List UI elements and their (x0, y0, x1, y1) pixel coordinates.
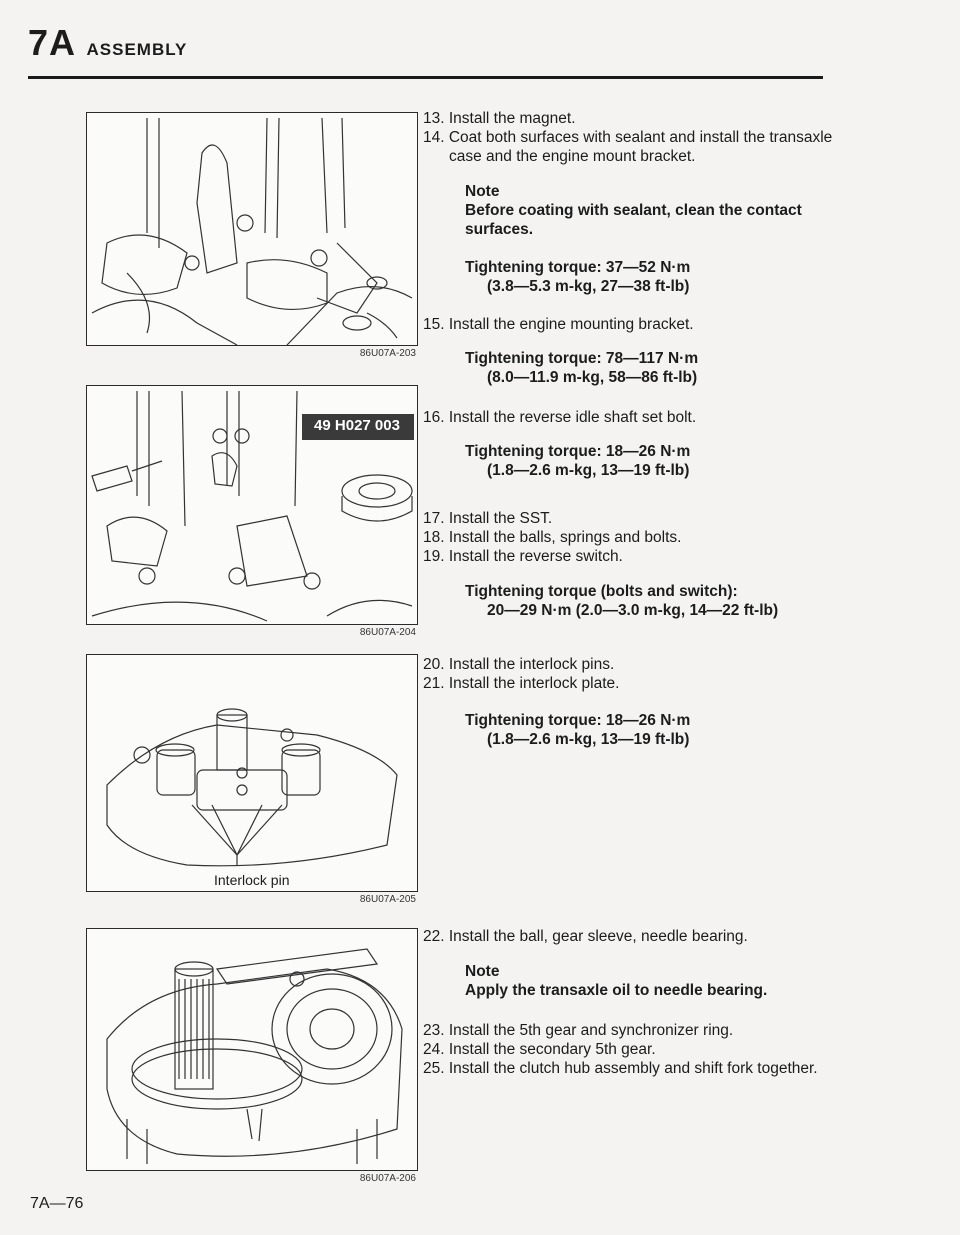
step-21: 21. Install the interlock plate. (423, 675, 620, 692)
block-15 (423, 315, 833, 387)
figure-id: 86U07A-203 (359, 348, 416, 359)
figure-transaxle-case (86, 112, 418, 346)
step-23: 23. Install the 5th gear and synchronizer ring. (423, 1022, 734, 1039)
figure-id: 86U07A-206 (359, 1173, 416, 1184)
step-17: 17. Install the SST. (423, 510, 553, 527)
page-number: 7A—76 (30, 1195, 84, 1212)
interlock-pin-callout: Interlock pin (214, 872, 290, 888)
torque-spec-alt: (1.8—2.6 m-kg, 13—19 ft-lb) (487, 731, 690, 748)
figure-gears (86, 928, 418, 1171)
page-header (28, 22, 187, 74)
step-24: 24. Install the secondary 5th gear. (423, 1041, 656, 1058)
block-20-21 (423, 655, 833, 749)
step-19: 19. Install the reverse switch. (423, 548, 623, 565)
torque-spec-alt: 20—29 N·m (2.0—3.0 m-kg, 14—22 ft-lb) (487, 602, 779, 619)
torque-spec: Tightening torque (bolts and switch): (465, 583, 738, 600)
header-rule (28, 76, 823, 79)
torque-spec-alt: (3.8—5.3 m-kg, 27—38 ft-lb) (487, 278, 690, 295)
step-20: 20. Install the interlock pins. (423, 656, 615, 673)
block-16 (423, 408, 833, 480)
torque-spec: Tightening torque: 78—117 N·m (465, 350, 699, 367)
torque-spec: Tightening torque: 18—26 N·m (465, 712, 691, 729)
torque-spec: Tightening torque: 37—52 N·m (465, 259, 691, 276)
torque-spec-alt: (8.0—11.9 m-kg, 58—86 ft-lb) (487, 369, 698, 386)
torque-spec-alt: (1.8—2.6 m-kg, 13—19 ft-lb) (487, 462, 690, 479)
step-14: 14. Coat both surfaces with sealant and install the transaxle case and the engine mount bracket. (423, 129, 833, 165)
gear-assembly-illustration (87, 929, 417, 1170)
note-body: Before coating with sealant, clean the contact surfaces. (465, 202, 802, 238)
step-13: 13. Install the magnet. (423, 110, 576, 127)
step-22: 22. Install the ball, gear sleeve, needle bearing. (423, 928, 748, 945)
block-13-14 (423, 109, 833, 296)
torque-spec: Tightening torque: 18—26 N·m (465, 443, 691, 460)
step-15: 15. Install the engine mounting bracket. (423, 316, 694, 333)
section-title: ASSEMBLY (86, 40, 188, 59)
block-17-19 (423, 509, 833, 620)
block-22 (423, 927, 833, 1000)
step-16: 16. Install the reverse idle shaft set bolt. (423, 409, 697, 426)
chapter-number: 7A (28, 22, 77, 63)
sst-label: 49 H027 003 (314, 417, 400, 434)
figure-interlock-pins (86, 654, 418, 892)
step-18: 18. Install the balls, springs and bolts. (423, 529, 682, 546)
figure-id: 86U07A-204 (359, 627, 416, 638)
transaxle-case-illustration (87, 113, 417, 345)
figure-id: 86U07A-205 (359, 894, 416, 905)
note-body: Apply the transaxle oil to needle bearing. (465, 982, 768, 999)
note-heading: Note (465, 183, 500, 200)
block-23-25 (423, 1021, 833, 1078)
step-25: 25. Install the clutch hub assembly and shift fork together. (423, 1060, 818, 1077)
interlock-pin-illustration (87, 655, 417, 891)
note-heading: Note (465, 963, 500, 980)
